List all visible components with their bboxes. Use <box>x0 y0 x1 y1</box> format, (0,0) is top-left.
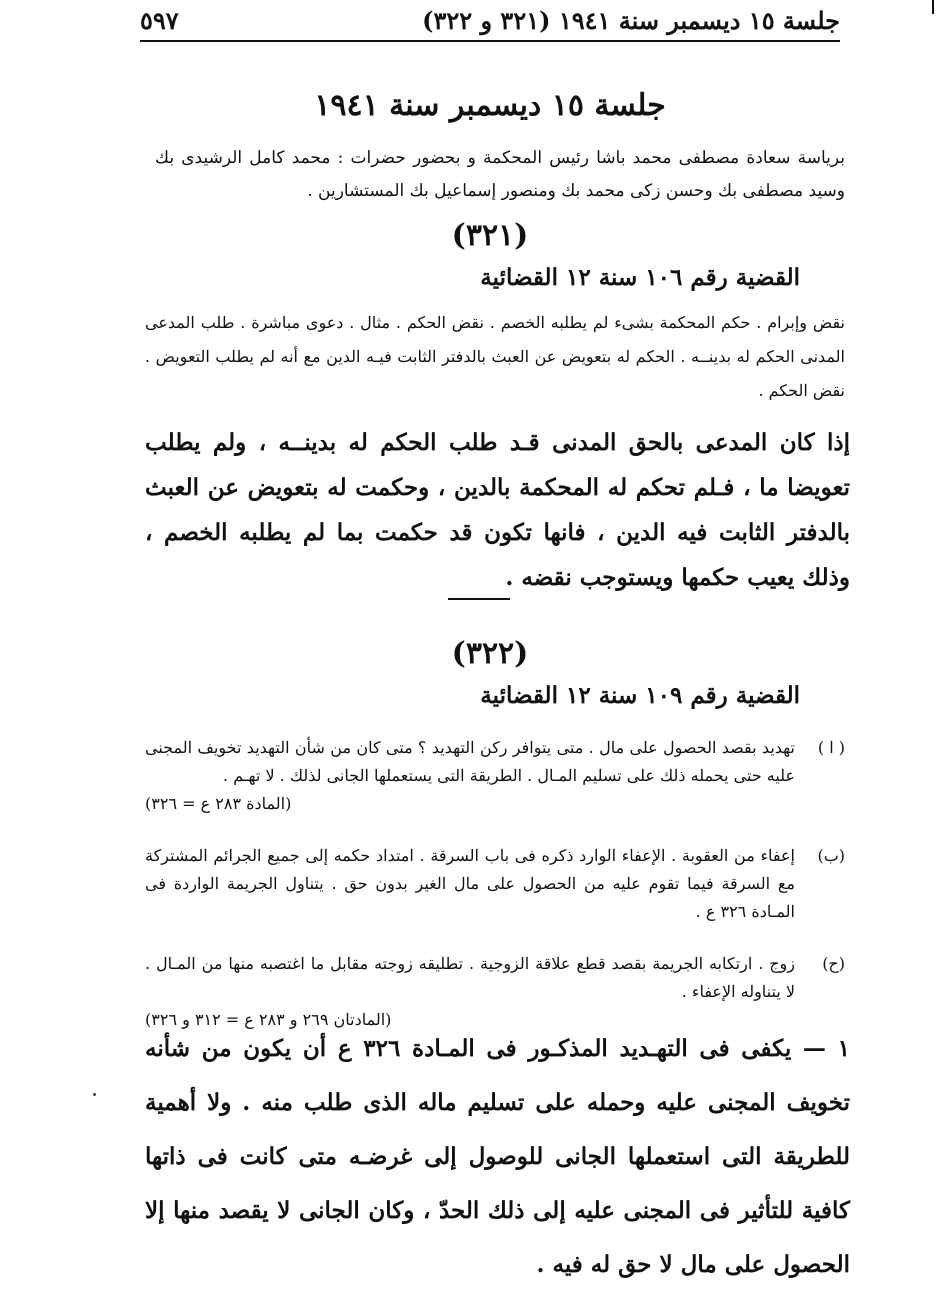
session-title: جلسة ١٥ ديسمبر سنة ١٩٤١ <box>314 88 666 123</box>
item-c-law-ref: (المادتان ٢٦٩ و ٢٨٣ ع = ٣١٢ و ٣٢٦) <box>145 1010 392 1029</box>
item-b-letter: (ب) <box>817 846 845 865</box>
case-322-item-a <box>145 734 845 818</box>
case-321-summary: نقض وإبرام . حكم المحكمة بشىء لم يطلبه الخصم . نقض الحكم . مثال . دعوى مباشرة . طلب المدعى المدنى الحكم له بدينــه . الحكم له بتعويض عن العبث بالدفتر الثابت فيـه الدين مع أنه لم يطلب التعويض . نقض الحكم . <box>145 313 845 400</box>
item-a-law-ref: (المادة ٢٨٣ ع = ٣٢٦) <box>145 794 292 813</box>
page-number: ٥٩٧ <box>140 5 179 35</box>
item-c-letter: (ح) <box>822 954 845 973</box>
case-321-number: (٣٢١) <box>451 218 529 253</box>
case-322-ruling: ١ — يكفى فى التهـديد المذكـور فى المـادة ٣٢٦ ع أن يكون من شأنه تخويف المجنى عليه وحمله على تسليم ماله الذى طلب منه . ولا أهمية للطريقة التى استعملها الجانى للوصول إلى غرضـه متى كانت فى ذاتها كافية للتأثير فى المجنى عليه إلى ذلك الحدّ ، وكان الجانى لا يقصد منها إلا الحصول على مال لا حق له فيه . <box>145 1035 850 1278</box>
case-322-reference: القضية رقم ١٠٩ سنة ١٢ القضائية <box>480 682 800 709</box>
case-322-number: (٣٢٢) <box>451 636 529 671</box>
page-corner-mark <box>932 0 934 14</box>
case-322-item-b <box>145 842 845 926</box>
item-c-text: زوج . ارتكابه الجريمة بقصد قطع علاقة الزوجية . تطليقه زوجته مقابل ما اغتصبه منها من المـال . لا يتناوله الإعفاء . <box>145 954 796 1001</box>
scan-speck <box>93 1093 96 1096</box>
case-321-reference: القضية رقم ١٠٦ سنة ١٢ القضائية <box>480 264 800 291</box>
item-a-letter: ( ا ) <box>817 738 845 757</box>
item-b-text: إعفاء من العقوبة . الإعفاء الوارد ذكره فى باب السرقة . امتداد حكمه إلى جميع الجرائم المشتركة مع السرقة فيما تقوم عليه من الحصول على مال الغير بدون حق . يتناول الجريمة الواردة فى المـادة ٣٢٦ ع . <box>145 846 795 921</box>
presidency-paragraph: برياسة سعادة مصطفى محمد باشا رئيس المحكمة و بحضور حضرات : محمد كامل الرشيدى بك وسيد مصطفى بك وحسن زكى محمد بك ومنصور إسماعيل بك المستشارين . <box>155 148 845 201</box>
running-title: جلسة ١٥ ديسمبر سنة ١٩٤١ (٣٢١ و ٣٢٢) <box>422 5 840 35</box>
case-321-ruling: إذا كان المدعى بالحق المدنى قـد طلب الحكم له بدينــه ، ولم يطلب تعويضا ما ، فـلم تحكم له المحكمة بالدين ، وحكمت له بتعويض عن العبث بالدفتر الثابت فيه الدين ، فانها تكون قد حكمت بما لم يطلبه الخصم ، وذلك يعيب حكمها ويستوجب نقضه . <box>145 429 850 591</box>
section-divider <box>448 598 510 600</box>
item-a-text: تهديد بقصد الحصول على مال . متى يتوافر ركن التهديد ؟ متى كان من شأن التهديد تخويف المجنى عليه حتى يحمله ذلك على تسليم المـال . الطريقة التى يستعملها الجانى لذلك . لا تهـم . <box>145 738 795 785</box>
running-header <box>140 0 840 42</box>
